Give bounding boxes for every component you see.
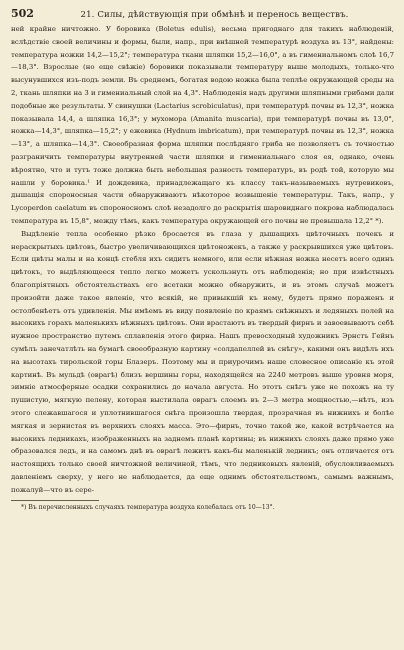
- page-number: 502: [11, 7, 34, 20]
- body-text: [11, 23, 394, 496]
- paragraph: ней крайне ничтожно. У боровика (Boletus edulis), весьма пригоднаго для такихъ наблюденій, вслѣдствіе своей величины и формы, были, напр., при внѣшней температурѣ воздуха въ 13°, найдены: температура ножки 14,2—15,2°; температура ткани шляпки 15,2—16,0°, а въ гимениальномъ слоѣ 16,7—18,3°. Взрослые (но еще свѣжіе) боровики показывали температуру выше молодыхъ, только-что высунувшихся изъ-подъ земли. Въ среднемъ, богатая водою ножка была теплѣе окружающей среды на 2, ткань шляпки на 3 и гимениальный слой на 4,3°. Наблюденія надъ другими шляпными грибами дали подобные же результаты. У свинушки (Lactarius scrobiculatus), при температурѣ почвы въ 12,3°, ножка показывала 14,4, а шляпка 16,3°; у мухомора (Amanita muscaria), при температурѣ почвы въ 13,0°, ножка—14,3°, шляпка—15,2°; у ежевика (Hydnum imbricatum), при температурѣ почвы въ 12,3°, ножка—13°, а шляпка—14,3°. Своеобразная форма шляпки послѣдняго гриба не позволяетъ съ точностью разграничить температуры внутренней части шляпки и гимениальнаго слоя ея, однако, очень вѣроятно, что и тутъ тоже должна быть небольшая разность температуръ, въ родѣ той, которую мы нашли у боровика.¹ И дождевика, принадлежащаго къ классу такъ-называемыхъ нутревиковъ, дышащія спороносныя части обнаруживаютъ нѣкоторое возвышеніе температуры. Такъ, напр., у Lycoperdon caelatum въ спороносномъ слоѣ незадолго до раскрытія шаровиднаго покрова наблюдалась температура въ 15,8°, между тѣмъ, какъ температура окружающей его почвы не превышала 12,2° *).: [11, 25, 394, 225]
- footnote: *) Въ перечисленныхъ случаяхъ температура воздуха колебалась отъ 10—13°.: [21, 504, 275, 512]
- page-header: [11, 7, 394, 21]
- running-head: 21. Силы, дѣйствующія при обмѣнѣ и перенось веществъ.: [80, 10, 349, 20]
- footnote-rule: [11, 500, 99, 501]
- paragraph: Выдѣленіе тепла особенно рѣзко бросается въ глаза у дышащихъ цвѣточныхъ почекъ и нераскрытыхъ цвѣтовъ, быстро увеличивающихся цвѣтоножекъ, а также у раскрывшихся уже цвѣтовъ. Если цвѣты малы и на концѣ стебля ихъ сидитъ немного, или если нѣжная ножка несетъ всего одинъ цвѣтокъ, то выдѣляющееся тепло легко можетъ ускользнуть отъ наблюденія; но при извѣстныхъ благопріятныхъ обстоятельствахъ его всетаки можно обнаружить, и въ этомъ случаѣ можетъ произойти даже такое явленіе, что всякій, не привыкшій къ нему, будетъ прямо пораженъ и остолбенѣетъ отъ удивленія. Мы имѣемъ въ виду появленіе по краямъ снѣжныхъ и ледяныхъ полей на высокихъ горахъ маленькихъ нѣжныхъ цвѣтовъ. Они врастаютъ въ твердый фирнъ и завоевываютъ себѣ нужное пространство путемъ сплавленія этого фирна. Нашъ превосходный художникъ Эрнстъ Гейнъ сумѣлъ занечатлѣть на бумагѣ своеобразную картину «солдапеллей въ снѣгу», какими онъ видѣлъ ихъ на высотахъ тирольской горы Блазеръ. Поэтому мы и приурочимъ наше словесное описаніе къ этой картинѣ. Въ мульдѣ (оврагѣ) близъ вершины горы, находящейся на 2240 метровъ выше уровня моря, зимніе атмосферные осадки сохранились до начала августа. Но этотъ снѣгъ уже не похожъ на ту пушистую, мягкую пелену, которая выстилала оврагъ слоемъ въ 2—3 метра мощностью,—нѣтъ, изъ этого слежавшагося и уплотнившагося снѣга произошла твердая, прозрачная въ нижнихъ и болѣе мягкая и зернистая въ верхнихъ слояхъ масса. Это—фирнъ, точно такой же, какой встрѣчается на высокихъ ледникахъ, изображенныхъ на заднемъ планѣ картины; въ нижнихъ слояхъ даже прямо уже образовался ледъ, и на самомъ днѣ въ оврагѣ лежитъ какъ-бы маленькій ледникъ; онъ отличается отъ настоящихъ только своей ничтожной величиной, тѣмъ, что ледниковыхъ явленій, обусловливаемыхъ давленіемъ сверху, у него не наблюдается, да еще однимъ обстоятельствомъ, самымъ важнымъ, пожалуй—что въ сере-: [11, 229, 394, 494]
